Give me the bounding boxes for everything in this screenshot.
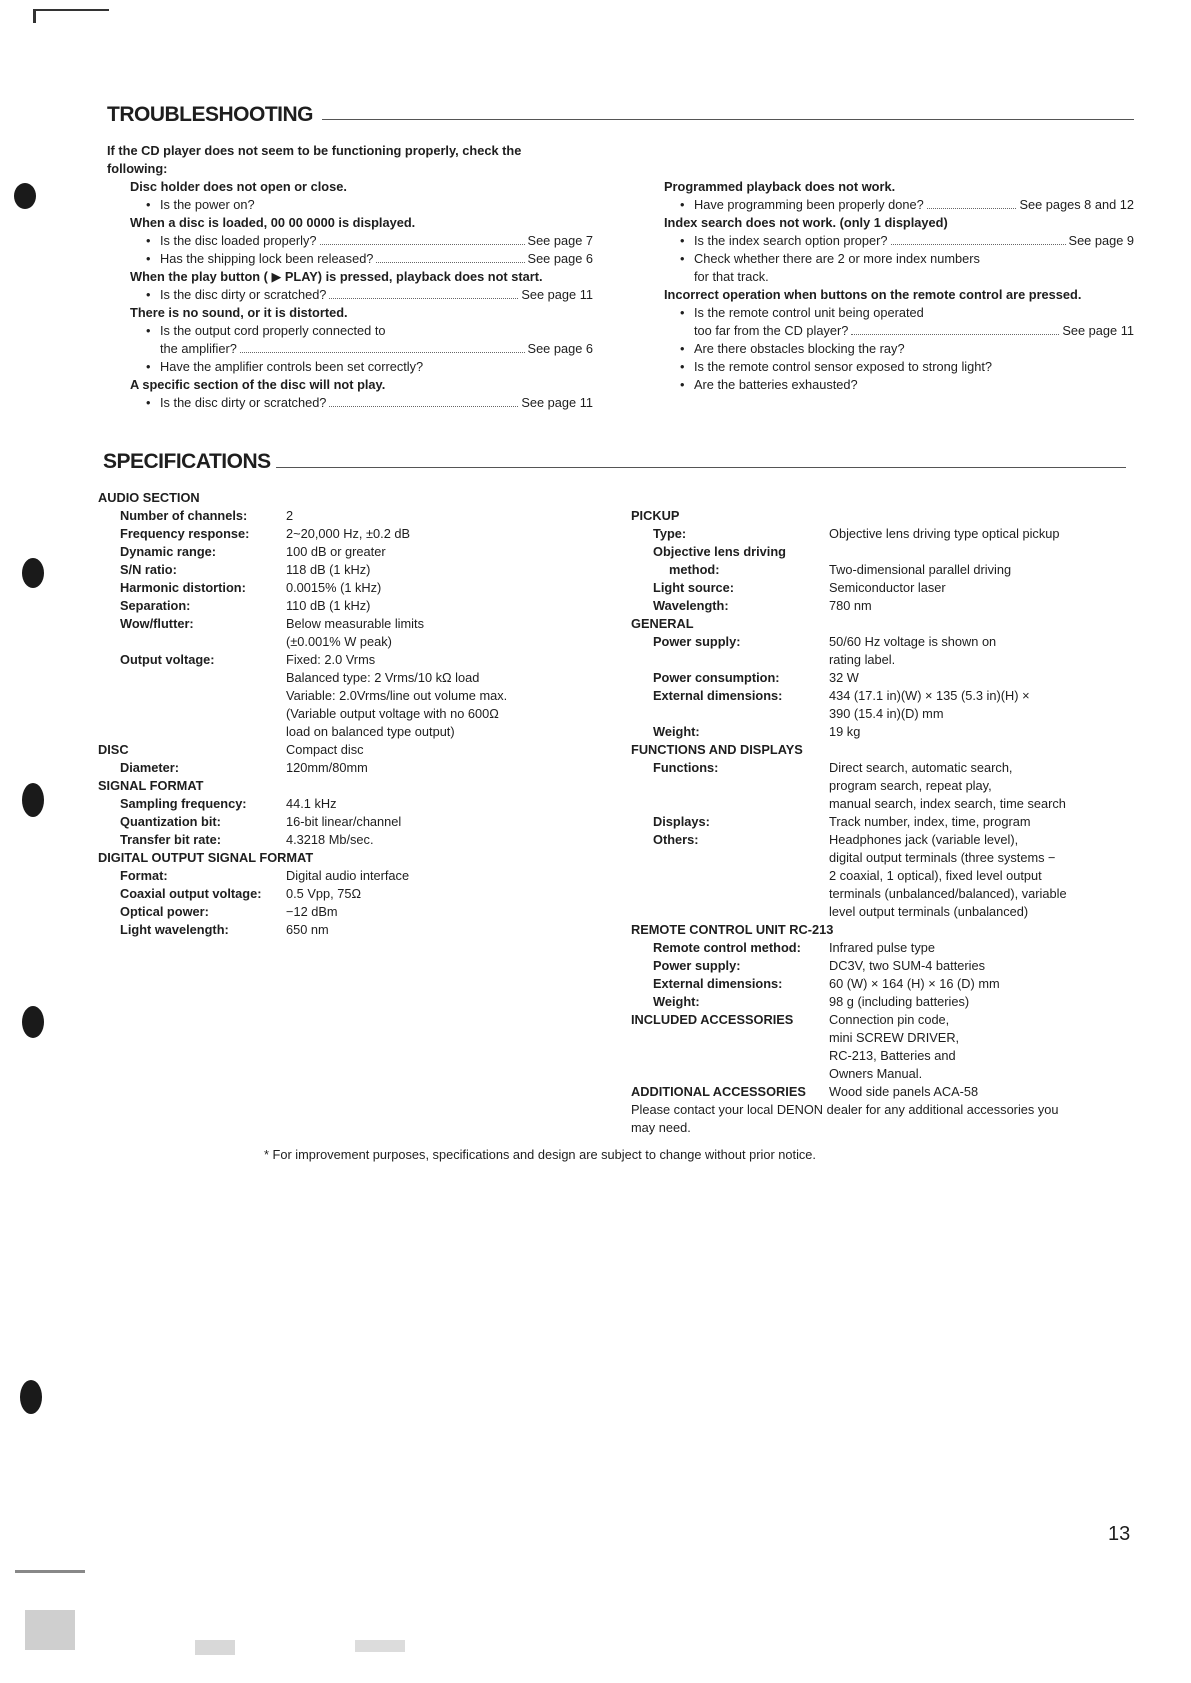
spec-label: Number of channels: xyxy=(120,508,248,523)
bullet-icon: • xyxy=(680,233,685,248)
spec-label: Coaxial output voltage: xyxy=(120,886,262,901)
bullet-icon: • xyxy=(146,395,151,410)
spec-label xyxy=(98,723,286,741)
troubleshooting-left-column xyxy=(130,178,593,412)
spec-row xyxy=(98,507,618,525)
spec-row xyxy=(98,867,618,885)
troubleshooting-heading: TROUBLESHOOTING xyxy=(107,103,313,126)
spec-label xyxy=(631,849,829,867)
footnote: * For improvement purposes, specifications and design are subject to change without prior notice. xyxy=(264,1147,816,1162)
spec-value: (±0.001% W peak) xyxy=(286,634,392,649)
check-text: Is the remote control unit being operated xyxy=(694,305,924,320)
bullet-icon: • xyxy=(146,359,151,374)
problem-heading xyxy=(664,214,1134,232)
spec-label: Wow/flutter: xyxy=(120,616,194,631)
spec-value: Wood side panels ACA-58 xyxy=(829,1084,979,1099)
spec-row xyxy=(98,561,618,579)
spec-label: Wavelength: xyxy=(653,598,729,613)
spec-value: Digital audio interface xyxy=(286,868,410,883)
spec-row xyxy=(98,705,618,723)
check-text: Is the power on? xyxy=(160,197,255,212)
spec-value: 434 (17.1 in)(W) × 135 (5.3 in)(H) × xyxy=(829,688,1030,703)
spec-row xyxy=(631,975,1141,993)
bullet-icon: • xyxy=(680,305,685,320)
spec-row xyxy=(98,759,618,777)
spec-value: Compact disc xyxy=(286,742,364,757)
spec-value: Owners Manual. xyxy=(829,1066,923,1081)
spec-value: 4.3218 Mb/sec. xyxy=(286,832,374,847)
spec-value: (Variable output voltage with no 600Ω xyxy=(286,706,499,721)
spec-value: Balanced type: 2 Vrms/10 kΩ load xyxy=(286,670,480,685)
spec-row xyxy=(98,579,618,597)
spec-row xyxy=(98,597,618,615)
spec-label: Displays: xyxy=(653,814,710,829)
check-text: Is the output cord properly connected to xyxy=(160,323,386,338)
spec-row xyxy=(631,813,1141,831)
check-item xyxy=(130,358,593,376)
spec-value: Connection pin code, xyxy=(829,1012,950,1027)
spec-value: 98 g (including batteries) xyxy=(829,994,970,1009)
spec-label: Frequency response: xyxy=(120,526,250,541)
spec-row xyxy=(98,543,618,561)
spec-value: 390 (15.4 in)(D) mm xyxy=(829,706,944,721)
check-item xyxy=(130,340,593,358)
page-reference: See page 6 xyxy=(527,341,593,356)
spec-row xyxy=(631,561,1141,579)
spec-row xyxy=(98,885,618,903)
spec-label xyxy=(631,651,829,669)
problem-text: There is no sound, or it is distorted. xyxy=(130,305,348,320)
scan-noise xyxy=(195,1640,235,1655)
check-item xyxy=(130,196,593,214)
check-item xyxy=(130,250,593,268)
spec-value: 0.5 Vpp, 75Ω xyxy=(286,886,362,901)
spec-label xyxy=(98,633,286,651)
leader-line xyxy=(694,232,1134,250)
spec-section-heading: REMOTE CONTROL UNIT RC-213 xyxy=(631,922,834,937)
check-item xyxy=(664,340,1134,358)
spec-value: RC-213, Batteries and xyxy=(829,1048,956,1063)
spec-value: DC3V, two SUM-4 batteries xyxy=(829,958,985,973)
page-reference: See page 11 xyxy=(521,395,593,410)
scan-noise xyxy=(25,1610,75,1650)
spec-value: 44.1 kHz xyxy=(286,796,337,811)
check-text: for that track. xyxy=(694,269,769,284)
check-item xyxy=(664,232,1134,250)
specifications-heading: SPECIFICATIONS xyxy=(103,450,271,473)
problem-text: Programmed playback does not work. xyxy=(664,179,896,194)
spec-label: Functions: xyxy=(653,760,719,775)
spec-row xyxy=(631,849,1141,867)
spec-row xyxy=(631,903,1141,921)
corner-mark-tick xyxy=(33,9,36,23)
spec-row xyxy=(631,867,1141,885)
spec-row xyxy=(631,939,1141,957)
spec-row xyxy=(98,831,618,849)
leader-line xyxy=(694,196,1134,214)
leader-line xyxy=(160,286,593,304)
spec-value: 50/60 Hz voltage is shown on xyxy=(829,634,997,649)
spec-label: Remote control method: xyxy=(653,940,801,955)
spec-value: Fixed: 2.0 Vrms xyxy=(286,652,376,667)
spec-note xyxy=(631,1119,1141,1137)
spec-row xyxy=(631,723,1141,741)
spec-note-text: may need. xyxy=(631,1120,691,1135)
spec-value: mini SCREW DRIVER, xyxy=(829,1030,960,1045)
spec-value: 118 dB (1 kHz) xyxy=(286,562,371,577)
spec-value: 2~20,000 Hz, ±0.2 dB xyxy=(286,526,411,541)
spec-label: Output voltage: xyxy=(120,652,215,667)
spec-row xyxy=(631,669,1141,687)
binder-hole-mark xyxy=(14,183,36,209)
spec-label xyxy=(631,777,829,795)
spec-label: External dimensions: xyxy=(653,976,783,991)
spec-value: digital output terminals (three systems − xyxy=(829,850,1056,865)
spec-value: Infrared pulse type xyxy=(829,940,935,955)
binder-hole-mark xyxy=(22,783,44,817)
spec-label: method: xyxy=(669,562,720,577)
spec-value: level output terminals (unbalanced) xyxy=(829,904,1029,919)
spec-label xyxy=(631,885,829,903)
spec-section-heading: DIGITAL OUTPUT SIGNAL FORMAT xyxy=(98,850,314,865)
page-reference: See page 11 xyxy=(521,287,593,302)
spec-row xyxy=(631,651,1141,669)
spec-note-text: Please contact your local DENON dealer for any additional accessories you xyxy=(631,1102,1059,1117)
bullet-icon: • xyxy=(680,359,685,374)
spec-label: Separation: xyxy=(120,598,191,613)
check-text: Has the shipping lock been released? xyxy=(160,251,374,266)
troubleshooting-rule xyxy=(322,119,1134,120)
spec-row xyxy=(631,759,1141,777)
spec-value: −12 dBm xyxy=(286,904,338,919)
bullet-icon: • xyxy=(146,287,151,302)
spec-row xyxy=(631,1011,1141,1029)
check-text: the amplifier? xyxy=(160,341,237,356)
problem-text: When a disc is loaded, 00 00 0000 is displayed. xyxy=(130,215,416,230)
bullet-icon: • xyxy=(680,197,685,212)
spec-note xyxy=(631,1101,1141,1119)
check-text: Is the remote control sensor exposed to strong light? xyxy=(694,359,993,374)
dot-leader xyxy=(240,352,525,353)
spec-label: Power supply: xyxy=(653,958,741,973)
bullet-icon: • xyxy=(146,251,151,266)
check-text: Is the disc dirty or scratched? xyxy=(160,287,327,302)
spec-value: load on balanced type output) xyxy=(286,724,455,739)
spec-label: Light source: xyxy=(653,580,735,595)
dot-leader xyxy=(320,244,525,245)
check-item xyxy=(664,250,1134,268)
spec-row xyxy=(631,687,1141,705)
bullet-icon: • xyxy=(680,377,685,392)
spec-value: 650 nm xyxy=(286,922,329,937)
problem-heading xyxy=(130,376,593,394)
dot-leader xyxy=(891,244,1066,245)
binder-hole-mark xyxy=(22,1006,44,1038)
spec-value: 2 coaxial, 1 optical), fixed level output xyxy=(829,868,1042,883)
spec-row xyxy=(631,543,1141,561)
dot-leader xyxy=(851,334,1059,335)
problem-text: A specific section of the disc will not play. xyxy=(130,377,386,392)
bullet-icon: • xyxy=(680,341,685,356)
spec-label: INCLUDED ACCESSORIES xyxy=(631,1012,794,1027)
intro-line: If the CD player does not seem to be functioning properly, check the xyxy=(107,143,522,158)
check-text: Have the amplifier controls been set correctly? xyxy=(160,359,424,374)
spec-section-heading: GENERAL xyxy=(631,616,694,631)
spec-value: 16-bit linear/channel xyxy=(286,814,402,829)
check-item xyxy=(664,196,1134,214)
spec-label: Power consumption: xyxy=(653,670,780,685)
spec-label: Sampling frequency: xyxy=(120,796,247,811)
check-text: Check whether there are 2 or more index numbers xyxy=(694,251,980,266)
dot-leader xyxy=(376,262,524,263)
problem-text: Incorrect operation when buttons on the remote control are pressed. xyxy=(664,287,1082,302)
problem-heading xyxy=(664,286,1134,304)
spec-row xyxy=(631,795,1141,813)
spec-label xyxy=(631,1047,829,1065)
spec-value: Semiconductor laser xyxy=(829,580,946,595)
spec-label: ADDITIONAL ACCESSORIES xyxy=(631,1084,806,1099)
spec-label xyxy=(98,687,286,705)
spec-row xyxy=(631,1083,1141,1101)
intro-line: following: xyxy=(107,161,168,176)
spec-label: Weight: xyxy=(653,724,700,739)
page-reference: See page 6 xyxy=(527,251,593,266)
spec-row xyxy=(98,741,618,759)
check-text: Is the disc dirty or scratched? xyxy=(160,395,327,410)
spec-row xyxy=(98,651,618,669)
spec-row xyxy=(631,885,1141,903)
spec-label: Power supply: xyxy=(653,634,741,649)
check-item xyxy=(664,376,1134,394)
problem-heading xyxy=(130,214,593,232)
spec-row xyxy=(631,597,1141,615)
spec-label xyxy=(98,705,286,723)
check-text: Are there obstacles blocking the ray? xyxy=(694,341,905,356)
spec-section-heading: FUNCTIONS AND DISPLAYS xyxy=(631,742,803,757)
spec-label xyxy=(631,1065,829,1083)
check-text: Is the disc loaded properly? xyxy=(160,233,317,248)
spec-label: Others: xyxy=(653,832,699,847)
bullet-icon: • xyxy=(146,323,151,338)
spec-row xyxy=(98,903,618,921)
specifications-left-column xyxy=(98,489,618,939)
spec-row xyxy=(631,993,1141,1011)
spec-value: 0.0015% (1 kHz) xyxy=(286,580,382,595)
problem-heading xyxy=(130,304,593,322)
problem-text: Index search does not work. (only 1 displayed) xyxy=(664,215,948,230)
check-text: Are the batteries exhausted? xyxy=(694,377,858,392)
spec-row xyxy=(631,777,1141,795)
spec-label xyxy=(631,867,829,885)
spec-row xyxy=(98,633,618,651)
spec-value: 60 (W) × 164 (H) × 16 (D) mm xyxy=(829,976,1000,991)
check-text: Is the index search option proper? xyxy=(694,233,888,248)
specifications-right-column xyxy=(631,507,1141,1137)
spec-label: Optical power: xyxy=(120,904,209,919)
dot-leader xyxy=(329,406,518,407)
spec-value: rating label. xyxy=(829,652,896,667)
dot-leader xyxy=(329,298,518,299)
spec-value: terminals (unbalanced/balanced), variable xyxy=(829,886,1067,901)
page-reference: See page 7 xyxy=(527,233,593,248)
corner-mark xyxy=(33,9,109,11)
spec-section-heading: AUDIO SECTION xyxy=(98,490,200,505)
bullet-icon: • xyxy=(680,251,685,266)
spec-value: manual search, index search, time search xyxy=(829,796,1066,811)
spec-row xyxy=(631,1029,1141,1047)
scan-noise xyxy=(355,1640,405,1652)
spec-value: 19 kg xyxy=(829,724,861,739)
spec-value: Two-dimensional parallel driving xyxy=(829,562,1012,577)
page-reference: See page 11 xyxy=(1062,323,1134,338)
spec-row xyxy=(98,795,618,813)
leader-line xyxy=(694,322,1134,340)
spec-value: Below measurable limits xyxy=(286,616,424,631)
spec-label: Weight: xyxy=(653,994,700,1009)
spec-value: 780 nm xyxy=(829,598,872,613)
check-item xyxy=(664,322,1134,340)
spec-row xyxy=(98,687,618,705)
leader-line xyxy=(160,340,593,358)
scan-noise xyxy=(15,1570,85,1573)
spec-value: program search, repeat play, xyxy=(829,778,992,793)
spec-row xyxy=(631,957,1141,975)
troubleshooting-intro xyxy=(107,142,597,178)
spec-row xyxy=(631,633,1141,651)
troubleshooting-right-column xyxy=(664,178,1134,394)
spec-row xyxy=(98,525,618,543)
spec-label: Harmonic distortion: xyxy=(120,580,246,595)
problem-text: Disc holder does not open or close. xyxy=(130,179,347,194)
leader-line xyxy=(160,250,593,268)
check-item xyxy=(130,322,593,340)
spec-label xyxy=(631,795,829,813)
spec-label: External dimensions: xyxy=(653,688,783,703)
spec-row xyxy=(631,1065,1141,1083)
page-reference: See page 9 xyxy=(1068,233,1134,248)
binder-hole-mark xyxy=(22,558,44,588)
spec-row xyxy=(98,723,618,741)
check-item xyxy=(664,358,1134,376)
problem-text: When the play button ( ▶ PLAY) is pressed, playback does not start. xyxy=(130,269,543,284)
check-item xyxy=(130,232,593,250)
spec-label: Type: xyxy=(653,526,687,541)
page-reference: See pages 8 and 12 xyxy=(1019,197,1134,212)
spec-row xyxy=(98,615,618,633)
spec-label: Quantization bit: xyxy=(120,814,221,829)
problem-heading xyxy=(664,178,1134,196)
spec-label: Light wavelength: xyxy=(120,922,229,937)
spec-value: Direct search, automatic search, xyxy=(829,760,1013,775)
binder-hole-mark xyxy=(20,1380,42,1414)
check-item xyxy=(130,394,593,412)
spec-label xyxy=(631,1029,829,1047)
dot-leader xyxy=(927,208,1017,209)
bullet-icon: • xyxy=(146,197,151,212)
leader-line xyxy=(160,232,593,250)
check-item xyxy=(664,304,1134,322)
spec-section-heading: SIGNAL FORMAT xyxy=(98,778,204,793)
spec-label xyxy=(631,903,829,921)
spec-label xyxy=(98,669,286,687)
spec-row xyxy=(631,525,1141,543)
spec-label: S/N ratio: xyxy=(120,562,177,577)
spec-label: Format: xyxy=(120,868,168,883)
spec-value: Headphones jack (variable level), xyxy=(829,832,1019,847)
check-item xyxy=(130,286,593,304)
spec-row xyxy=(98,669,618,687)
spec-label: Dynamic range: xyxy=(120,544,217,559)
spec-value: 32 W xyxy=(829,670,859,685)
spec-row xyxy=(631,1047,1141,1065)
leader-line xyxy=(160,394,593,412)
spec-value: 110 dB (1 kHz) xyxy=(286,598,371,613)
spec-row xyxy=(631,831,1141,849)
spec-row xyxy=(98,813,618,831)
spec-value: 120mm/80mm xyxy=(286,760,368,775)
spec-value: 100 dB or greater xyxy=(286,544,386,559)
spec-label: DISC xyxy=(98,742,129,757)
spec-label: Diameter: xyxy=(120,760,180,775)
spec-label xyxy=(631,705,829,723)
specifications-rule xyxy=(276,467,1126,468)
spec-row xyxy=(98,921,618,939)
spec-label: Transfer bit rate: xyxy=(120,832,221,847)
problem-heading xyxy=(130,268,593,286)
spec-value: Track number, index, time, program xyxy=(829,814,1031,829)
spec-row xyxy=(631,705,1141,723)
page-number: 13 xyxy=(1108,1523,1131,1545)
spec-value: 2 xyxy=(286,508,294,523)
spec-row xyxy=(631,579,1141,597)
check-text: too far from the CD player? xyxy=(694,323,849,338)
check-item xyxy=(664,268,1134,286)
spec-value: Variable: 2.0Vrms/line out volume max. xyxy=(286,688,508,703)
problem-heading xyxy=(130,178,593,196)
spec-section-heading: PICKUP xyxy=(631,508,680,523)
spec-value: Objective lens driving type optical pickup xyxy=(829,526,1060,541)
bullet-icon: • xyxy=(146,233,151,248)
spec-label: Objective lens driving xyxy=(653,544,786,559)
check-text: Have programming been properly done? xyxy=(694,197,924,212)
